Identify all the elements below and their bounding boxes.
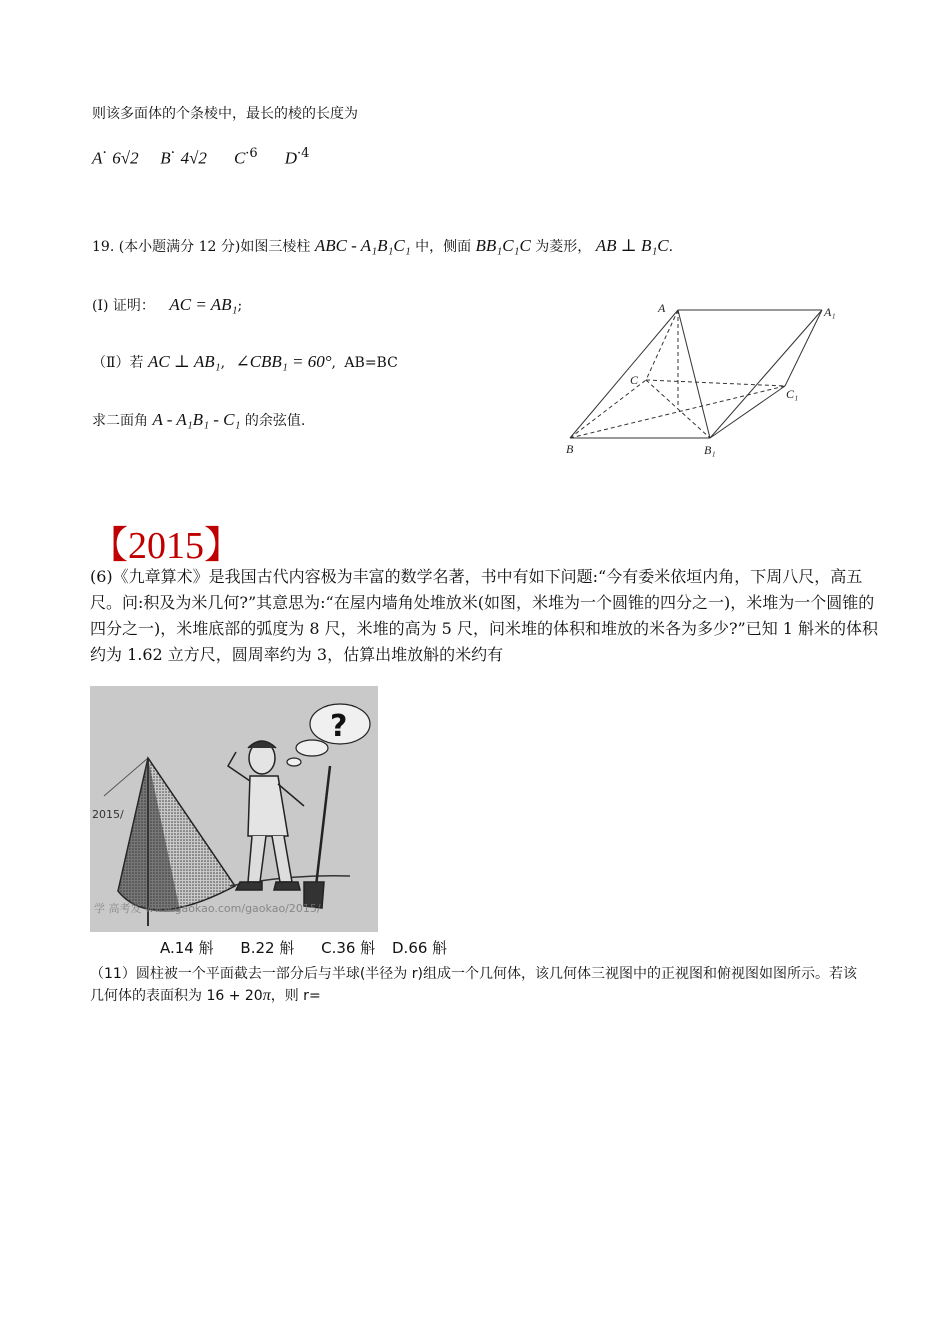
q19-prism: ABC - A₁B₁C₁ <box>314 236 411 255</box>
q6-option-d: D.66 斛 <box>392 939 448 957</box>
label-B1: B₁ <box>704 443 716 457</box>
q19-mid: 中，侧面 <box>415 239 472 255</box>
option-d-value: 4 <box>301 146 310 161</box>
option-dot: · <box>245 146 250 161</box>
q19-perp: AB ⊥ B₁C <box>595 236 669 255</box>
option-a-value: 6√2 <box>112 148 139 168</box>
image-text: 2015/ <box>92 808 124 821</box>
option-dot: · <box>297 146 302 161</box>
q19-part1-end: ; <box>237 298 243 314</box>
q19-face: BB₁C₁C <box>475 236 531 255</box>
q19-part2-label: （Ⅱ）若 <box>92 355 144 371</box>
watermark: 学 高考发 www.gaokao.com/gaokao/2015/ <box>94 902 321 915</box>
q19-ask <box>92 410 305 430</box>
q19-ask-angle: A - A₁B₁ - C₁ <box>152 410 241 429</box>
q19-part1-label: (Ⅰ) 证明： <box>92 298 155 314</box>
label-C: C <box>630 373 639 387</box>
bubble-question-mark: ? <box>330 709 348 744</box>
q11-pi: π <box>262 987 271 1004</box>
option-c-value: 6 <box>249 146 258 161</box>
q11-text-before: （11）圆柱被一个平面截去一部分后与半球(半径为 r)组成一个几何体，该几何体三视图中的正视图和俯视图如图所示。若该几何体的表面积为 16 + 20 <box>90 966 857 1004</box>
label-B: B <box>566 442 574 456</box>
q19-intro: 19. (本小题满分 12 分)如图三棱柱 <box>92 239 311 255</box>
section-year-heading: 【2015】 <box>90 525 243 567</box>
q11-text-after: ，则 r= <box>270 988 321 1004</box>
rice-pile-illustration <box>90 686 378 932</box>
answer-options <box>92 145 309 169</box>
q19-cond3: AB=BC <box>344 355 398 371</box>
q6-option-a: A.14 斛 <box>160 939 214 957</box>
q19-line1 <box>92 236 673 256</box>
q6-options <box>160 937 447 958</box>
label-A: A <box>658 301 666 315</box>
q19-comma: , <box>331 355 336 371</box>
q6-option-c: C.36 斛 <box>321 939 376 957</box>
option-c-label: C <box>233 148 246 168</box>
q19-ask-label: 求二面角 <box>92 413 148 429</box>
q19-part1-eq: AC = AB₁ <box>169 295 238 314</box>
q19-cond1: AC ⊥ AB₁ <box>147 352 221 371</box>
label-C1: C₁ <box>786 387 799 401</box>
option-b-label: B <box>160 148 171 168</box>
label-A1: A₁ <box>824 305 836 319</box>
prism-figure <box>560 298 850 463</box>
option-dot: · <box>102 145 107 161</box>
option-d-label: D <box>284 148 298 168</box>
q19-rhombus: 为菱形， <box>535 239 592 255</box>
q6-text: (6)《九章算术》是我国古代内容极为丰富的数学名著，书中有如下问题:“今有委米依垣内角，下周八尺，高五尺。问:积及为米几何?”其意思为:“在屋内墙角处堆放米(如图，米堆为一个圆锥的四分之一)，米堆为一个圆锥的四分之一)，米堆底部的弧度为 8 尺，米堆的高为 5 尺，问米堆的体积和堆放的米各为多少?”已知 1 斛米的体积约为 1.62 立方尺，圆周率约为 3，估算出堆放斛的米约有 <box>90 567 879 664</box>
option-dot: · <box>170 145 176 161</box>
option-b-value: 4√2 <box>180 148 207 168</box>
q19-part2 <box>92 352 398 372</box>
q11-text <box>90 963 870 1007</box>
q19-ask-end: 的余弦值. <box>244 413 306 429</box>
q6-option-b: B.22 斛 <box>240 939 295 957</box>
q19-cond2: ∠CBB₁ = 60° <box>235 352 332 371</box>
q19-period: . <box>668 239 674 255</box>
q19-part1 <box>92 295 242 315</box>
option-a-label: A <box>92 148 103 168</box>
q19-comma: , <box>220 355 226 371</box>
question-text: 则该多面体的个条棱中，最长的棱的长度为 <box>92 106 358 122</box>
